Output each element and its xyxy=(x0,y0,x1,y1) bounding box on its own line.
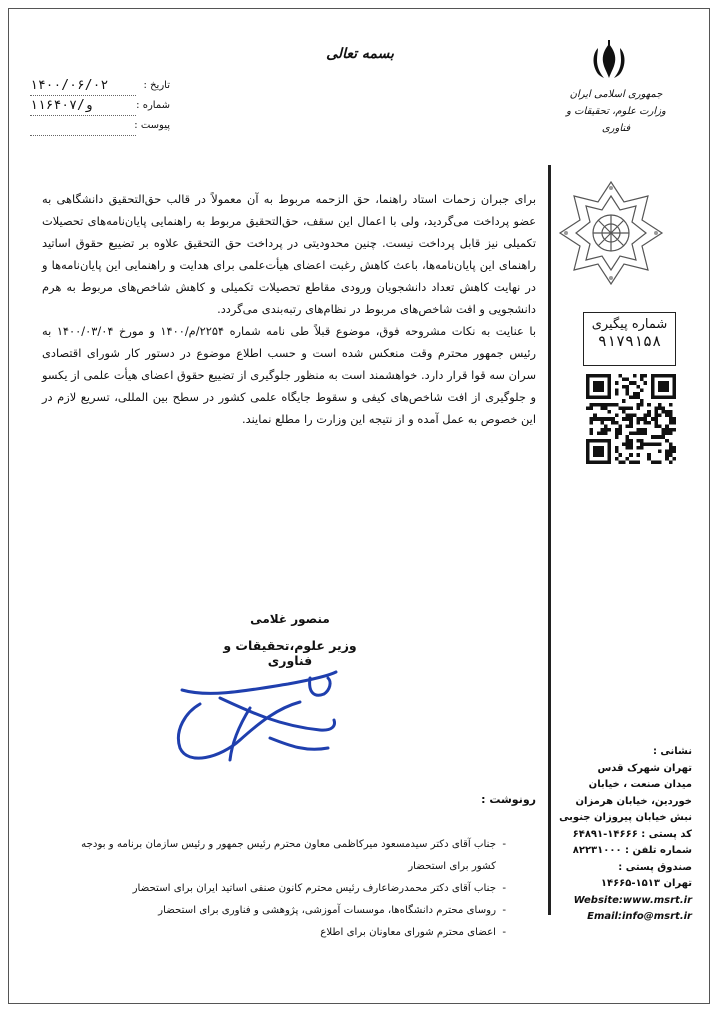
signatory-title: وزیر علوم،تحقیقات و فناوری xyxy=(223,638,357,668)
cc-item: - اعضای محترم شورای معاونان برای اطلاع xyxy=(80,922,506,944)
cc-title: رونوشت : xyxy=(481,793,536,806)
address-label: نشانی : xyxy=(652,746,692,757)
phone-number: شماره تلفن : ۸۲۲۳۱۰۰۰ xyxy=(572,845,692,856)
date-value: ۱۴۰۰/۰۶/۰۲ xyxy=(30,78,109,93)
vertical-divider xyxy=(548,165,551,915)
number-label: شماره : xyxy=(136,100,170,111)
po-box-label: صندوق پستی : xyxy=(618,861,692,873)
ornament-rosette-icon xyxy=(556,178,666,288)
signatory-name: منصور غلامی xyxy=(250,612,330,626)
qr-code-icon xyxy=(586,374,676,464)
ministry-line-1: جمهوری اسلامی ایران xyxy=(569,89,663,100)
attachment-label: پیوست : xyxy=(134,120,170,131)
address-line-4: نبش خیابان پیروزان جنوبی xyxy=(559,812,692,823)
po-box: تهران ۱۵۱۳-۱۴۶۶۵ xyxy=(600,878,692,889)
date-label: تاریخ : xyxy=(143,80,170,91)
date-underline xyxy=(30,95,136,96)
number-row xyxy=(30,98,170,116)
address-line-1: تهران شهرک قدس xyxy=(597,762,692,774)
iran-emblem-icon xyxy=(584,40,634,84)
address-line-3: خوردین، خیابان هرمزان xyxy=(575,795,692,807)
number-value: ۱۱۶۴۰۷/و xyxy=(30,98,93,113)
tracking-number: ۹۱۷۹۱۵۸ xyxy=(597,332,662,350)
ministry-line-2: وزارت علوم، تحقیقات و فناوری xyxy=(566,106,666,134)
ministry-address xyxy=(552,744,692,926)
cc-list xyxy=(80,834,506,944)
attachment-underline xyxy=(30,135,136,136)
body-paragraph-2: با عنایت به نکات مشروحه فوق، موضوع قبلاً طی نامه شماره ۲۲۵۴/م/۱۴۰۰ و مورخ ۱۴۰۰/۰۳/۰۴ به رئیس جمهور محترم وقت منعکس شده است و حسب اطلاع موضوع در دستور کار شورای اقتصادی سران سه قوا قرار دارد. خواهشمند است به منظور جلوگیری از تضییع حقوق اعضای هیأت علمی از یکسو و جلوگیری از افت شاخص‌های کیفی و سقوط جایگاه علمی کشور در سطح بین المللی، تسریع لازم در این خصوص به عمل آمده و از نتیجه این وزارت را مطلع نمایند. xyxy=(42,324,537,426)
website-link[interactable]: Website:www.msrt.ir xyxy=(573,894,692,906)
date-row xyxy=(30,78,170,96)
postal-code: کد پستی : ۱۴۶۶۶-۶۴۸۹۱ xyxy=(572,828,692,840)
cc-item: - روسای محترم دانشگاه‌ها، موسسات آموزشی، پژوهشی و فناوری برای استحضار xyxy=(80,900,506,922)
letter-body xyxy=(42,188,536,430)
bismillah-heading: بسمه تعالی xyxy=(326,46,394,62)
number-underline xyxy=(30,115,136,116)
tracking-number-box xyxy=(583,312,676,366)
cc-item: - جناب آقای دکتر سیدمسعود میرکاظمی معاون محترم رئیس جمهور و رئیس سازمان برنامه و بودجه کشور برای استحضار xyxy=(80,834,506,878)
body-paragraph-1: برای جبران زحمات استاد راهنما، حق الزحمه مربوط به آن معمولاً در قالب حق‌التحقیق دانشگاهی به عضو پرداخت می‌گردید، ولی با اعمال این سقف، حق‌التحقیق مربوط به راهنمایی پایان‌نامه‌های تحصیلات تکمیلی نیز قابل پرداخت نیست. چنین محدودیتی در پرداخت حق التحقیق علاوه بر تضییع حقوق اساتید راهنمای این پایان‌نامه‌ها، باعث کاهش رغبت اعضای هیأت‌علمی برای هدایت و راهنمایی این پایان‌نامه‌ها و در نهایت کاهش تعداد دانشجویان ورودی مقاطع تحصیلات تکمیلی و کاهش شاخص‌های مربوط به هرم دانشجویی و افت شاخص‌های مربوط در نظام‌های رتبه‌بندی می‌گردد. xyxy=(42,192,536,316)
attachment-row xyxy=(30,118,170,136)
address-line-2: میدان صنعت ، خیابان xyxy=(588,779,692,790)
email-link[interactable]: Email:info@msrt.ir xyxy=(587,911,692,922)
cc-item: - جناب آقای دکتر محمدرضاعارف رئیس محترم کانون صنفی اساتید ایران برای استحضار xyxy=(80,878,506,900)
ministry-name xyxy=(556,86,676,137)
signature-image xyxy=(160,668,340,768)
tracking-label: شماره پیگیری xyxy=(591,317,668,332)
